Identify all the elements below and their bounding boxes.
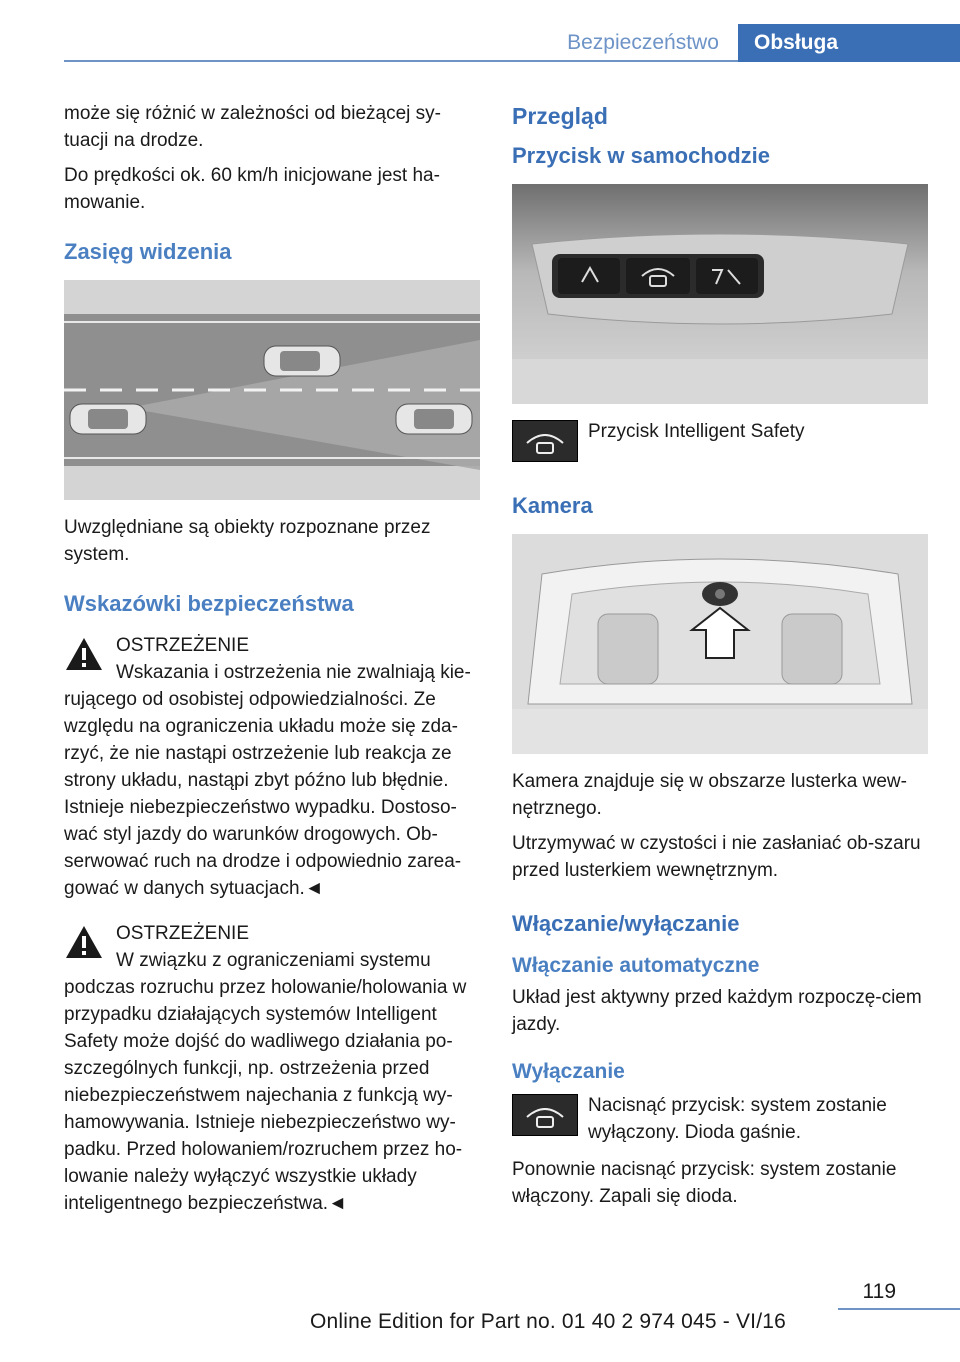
footer — [0, 1262, 960, 1362]
heading-auto-on: Włączanie automatyczne — [512, 954, 760, 977]
car-icon — [264, 346, 340, 376]
heading-safety: Wskazówki bezpieczeństwa — [64, 591, 354, 616]
paragraph: Kamera znajduje się w obszarze lusterka wew-nętrznego. — [512, 771, 907, 819]
button-photo — [512, 184, 928, 404]
warning-text: podczas rozruchu przez holowanie/holowania w przypadku działających systemów Intelligent Safety może dojść do wadliwego działania po-szczególnych funkcji, np. ostrzeżenia przed niebezpieczeństwem najechania z funkcją wy-hamowywania. Istnieje niebezpieczeństwo wy-padku. Przed holowaniem/rozruchem przez ho-lowanie należy wyłączyć wszystkie układy inteligentnego bezpieczeństwa.◄ — [64, 977, 467, 1214]
heading-overview: Przegląd — [512, 103, 608, 129]
paragraph: Do prędkości ok. 60 km/h inicjowane jest ha-mowanie. — [64, 165, 440, 213]
heading-range: Zasięg widzenia — [64, 239, 232, 264]
heading-camera: Kamera — [512, 493, 593, 518]
warning-title: OSTRZEŻENIE — [116, 635, 250, 656]
figure-caption: Uwzględniane są obiekty rozpoznane przez system. — [64, 517, 431, 565]
paragraph: Układ jest aktywny przed każdym rozpoczę-ciem jazdy. — [512, 987, 922, 1035]
button-legend — [512, 418, 928, 462]
tab-section-safety[interactable]: Bezpieczeństwo — [567, 31, 719, 54]
paragraph: może się różnić w zależności od bieżącej sy-tuacji na drodze. — [64, 103, 441, 151]
camera-illustration — [512, 534, 928, 754]
warning-text: rującego od osobistej odpowiedzialności. Ze względu na ograniczenia układu może się zda-rzyć, że nie nastąpi ostrzeżenie lub reakcja ze strony układu, nastąpi zbyt późno lub błędnie. Istnieje niebezpieczeństwo wypadku. Dostoso-wać styl jazdy do warunków drogowych. Ob-serwować ruch na drodze i odpowiednio zarea-gować w danych sytuacjach.◄ — [64, 689, 462, 899]
right-column — [512, 100, 928, 1218]
off-instruction — [512, 1092, 928, 1146]
warning-title: OSTRZEŻENIE — [116, 923, 250, 944]
left-column — [64, 100, 480, 1235]
camera-photo — [512, 534, 928, 754]
range-diagram — [64, 280, 480, 500]
car-icon — [70, 404, 146, 434]
warning-first-line: Wskazania i ostrzeżenia nie zwalniają kie- — [116, 662, 471, 683]
warning-block — [64, 920, 480, 1217]
button-icon — [558, 258, 620, 294]
page-number: 119 — [862, 1280, 896, 1303]
range-illustration — [64, 280, 480, 500]
button-panel-illustration — [512, 184, 928, 404]
intelligent-safety-button-icon — [512, 1094, 578, 1136]
warning-triangle-icon — [64, 636, 104, 672]
paragraph: Utrzymywać w czystości i nie zasłaniać ob-szaru przed lusterkiem wewnętrznym. — [512, 833, 921, 881]
heading-off: Wyłączanie — [512, 1060, 625, 1083]
paragraph: Ponownie nacisnąć przycisk: system zostanie włączony. Zapali się dioda. — [512, 1159, 897, 1207]
warning-first-line: W związku z ograniczeniami systemu — [116, 950, 431, 971]
tab-section-operation[interactable]: Obsługa — [738, 24, 960, 62]
car-icon — [396, 404, 472, 434]
footer-rule — [838, 1308, 960, 1310]
intelligent-safety-button-icon — [512, 420, 578, 462]
off-instruction-text: Nacisnąć przycisk: system zostanie wyłączony. Dioda gaśnie. — [588, 1095, 887, 1143]
button-icon — [696, 258, 758, 294]
warning-block — [64, 632, 480, 902]
button-caption: Przycisk Intelligent Safety — [588, 421, 805, 442]
heading-button: Przycisk w samochodzie — [512, 143, 770, 168]
heading-on-off: Włączanie/wyłączanie — [512, 911, 740, 936]
edition-line: Online Edition for Part no. 01 40 2 974 045 - VI/16 — [310, 1310, 787, 1333]
warning-triangle-icon — [64, 924, 104, 960]
